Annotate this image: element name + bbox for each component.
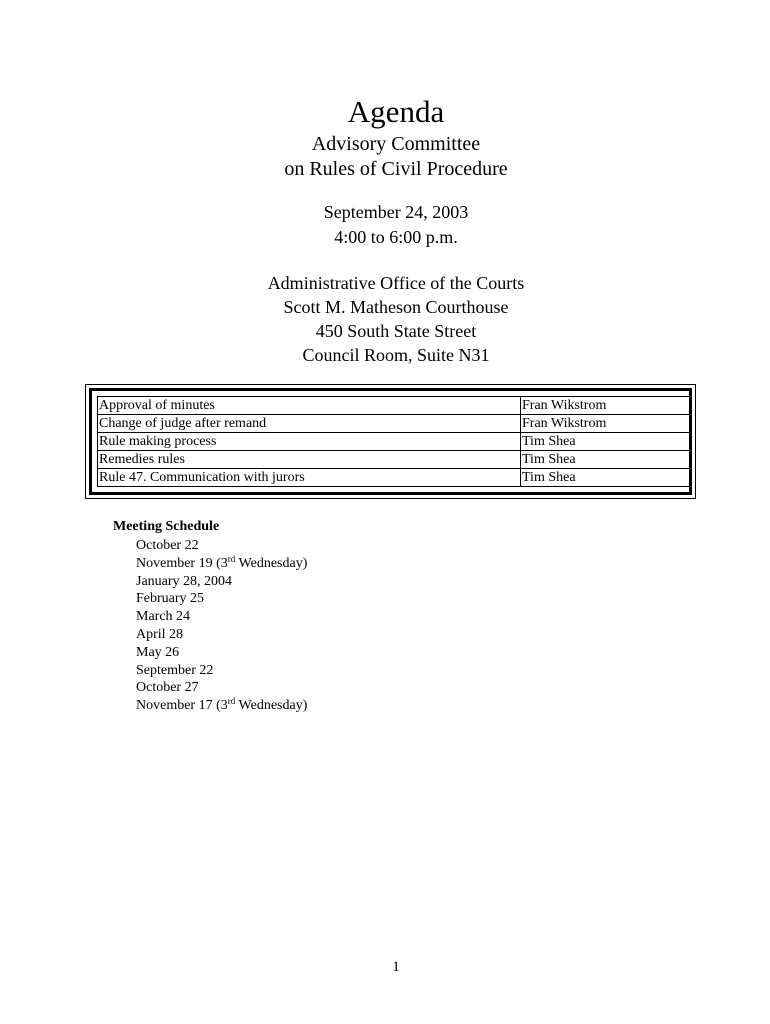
agenda-presenter: Fran Wikstrom [521,415,690,433]
committee-name-line1: Advisory Committee [311,133,481,155]
agenda-item: Remedies rules [98,451,521,469]
agenda-presenter: Fran Wikstrom [521,397,690,415]
schedule-date: October 27 [136,680,199,696]
location-line: Administrative Office of the Courts [267,273,525,293]
agenda-item: Rule 47. Communication with jurors [98,469,521,487]
table-row [98,451,690,469]
table-row [98,469,690,487]
location-line: Scott M. Matheson Courthouse [283,297,509,317]
schedule-date: February 25 [136,591,205,607]
agenda-item: Rule making process [98,433,521,451]
location-line: Council Room, Suite N31 [302,345,490,365]
meeting-time: 4:00 to 6:00 p.m. [334,227,458,247]
agenda-presenter: Tim Shea [521,451,690,469]
schedule-date: April 28 [136,626,184,642]
schedule-date: November 17 (3rd Wednesday) [136,696,308,714]
schedule-date: May 26 [136,644,180,660]
schedule-date: November 19 (3rd Wednesday) [136,553,308,571]
schedule-date: October 22 [136,538,199,553]
table-row [98,415,690,433]
location-line: 450 South State Street [315,321,477,341]
agenda-item: Approval of minutes [98,397,521,415]
page-title: Agenda [347,94,445,129]
agenda-table-inner-frame [89,388,692,495]
agenda-item: Change of judge after remand [98,415,521,433]
table-row [98,433,690,451]
schedule-heading: Meeting Schedule [113,519,220,534]
agenda-table [97,396,690,487]
meeting-date: September 24, 2003 [323,202,469,222]
table-row [98,397,690,415]
committee-name-line2: on Rules of Civil Procedure [284,158,508,180]
agenda-presenter: Tim Shea [521,433,690,451]
schedule-date: January 28, 2004 [136,573,233,589]
agenda-table-frame [85,384,696,499]
agenda-presenter: Tim Shea [521,469,690,487]
schedule-date: September 22 [136,662,214,678]
meeting-schedule-list [136,537,307,715]
page-number: 1 [392,959,400,975]
schedule-date: March 24 [136,609,191,625]
